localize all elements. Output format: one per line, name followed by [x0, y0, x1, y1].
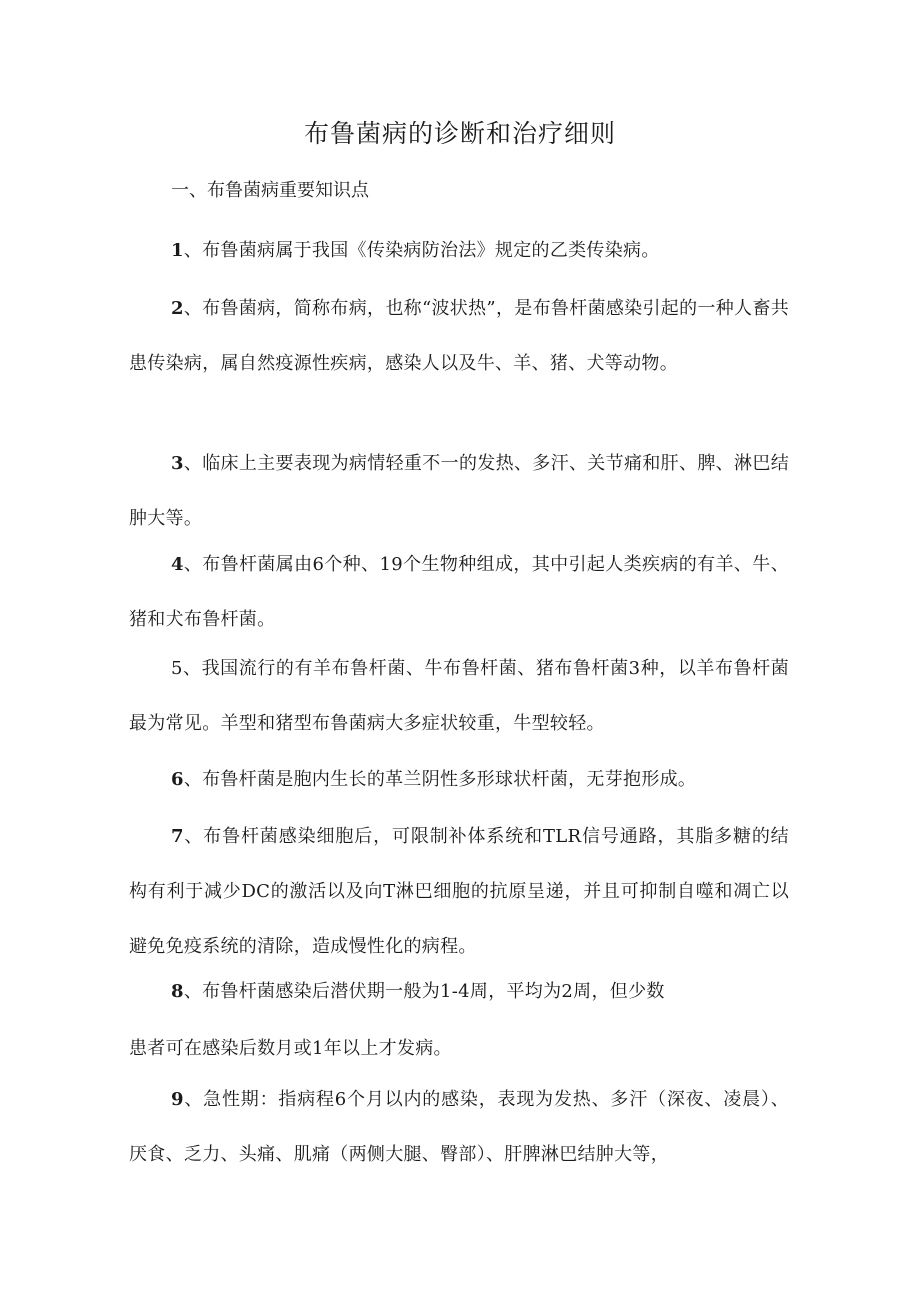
paragraph-text: 、布鲁杆菌感染后潜伏期一般为1-4周，平均为2周，但少数 — [183, 981, 665, 1002]
paragraph-number: 6 — [171, 769, 184, 790]
paragraph-number: 1 — [171, 240, 184, 261]
paragraph-8-continuation — [129, 1021, 789, 1076]
paragraph-text: 、布鲁杆菌属由6个种、19个生物种组成，其中引起人类疾病的有羊、牛、猪和犬布鲁杆菌。 — [129, 554, 789, 630]
paragraph-6 — [129, 752, 789, 807]
paragraph-text: 患者可在感染后数月或1年以上才发病。 — [129, 1038, 452, 1059]
paragraph-number: 4 — [171, 554, 184, 575]
paragraph-text: 、布鲁菌病属于我国《传染病防治法》规定的乙类传染病。 — [183, 240, 660, 261]
section-heading: 一、布鲁菌病重要知识点 — [171, 180, 369, 201]
paragraph-2 — [129, 281, 789, 391]
paragraph-text: 、布鲁杆菌感染细胞后，可限制补体系统和TLR信号通路，其脂多糖的结构有利于减少DC的激活以及向T淋巴细胞的抗原呈递，并且可抑制自噬和凋亡以避免免疫系统的清除，造成慢性化的病程。 — [129, 826, 789, 957]
paragraph-text: 、临床上主要表现为病情轻重不一的发热、多汗、关节痛和肝、脾、淋巴结肿大等。 — [129, 453, 789, 529]
paragraph-number: 3 — [171, 453, 184, 474]
paragraph-number: 2 — [171, 298, 184, 319]
paragraph-text: 、急性期：指病程6个月以内的感染，表现为发热、多汗（深夜、凌晨）、厌食、乏力、头痛、肌痛（两侧大腿、臀部）、肝脾淋巴结肿大等， — [129, 1089, 789, 1165]
paragraph-number: 5 — [171, 658, 183, 679]
paragraph-4 — [129, 537, 789, 647]
paragraph-1 — [129, 223, 789, 278]
paragraph-number: 9 — [171, 1089, 184, 1110]
paragraph-3 — [129, 436, 789, 546]
paragraph-number: 7 — [171, 826, 184, 847]
paragraph-9 — [129, 1072, 789, 1182]
paragraph-text: 、我国流行的有羊布鲁杆菌、牛布鲁杆菌、猪布鲁杆菌3种，以羊布鲁杆菌最为常见。羊型和猪型布鲁菌病大多症状较重，牛型较轻。 — [129, 658, 789, 734]
paragraph-5 — [129, 641, 789, 751]
paragraph-text: 、布鲁杆菌是胞内生长的革兰阴性多形球状杆菌，无芽抱形成。 — [183, 769, 697, 790]
document-title: 布鲁菌病的诊断和治疗细则 — [303, 119, 616, 148]
paragraph-text: 、布鲁菌病，简称布病，也称“波状热”，是布鲁杆菌感染引起的一种人畜共患传染病，属自然疫源性疾病，感染人以及牛、羊、猪、犬等动物。 — [129, 298, 789, 374]
paragraph-8 — [129, 964, 769, 1019]
paragraph-7 — [129, 809, 789, 974]
paragraph-number: 8 — [171, 981, 184, 1002]
